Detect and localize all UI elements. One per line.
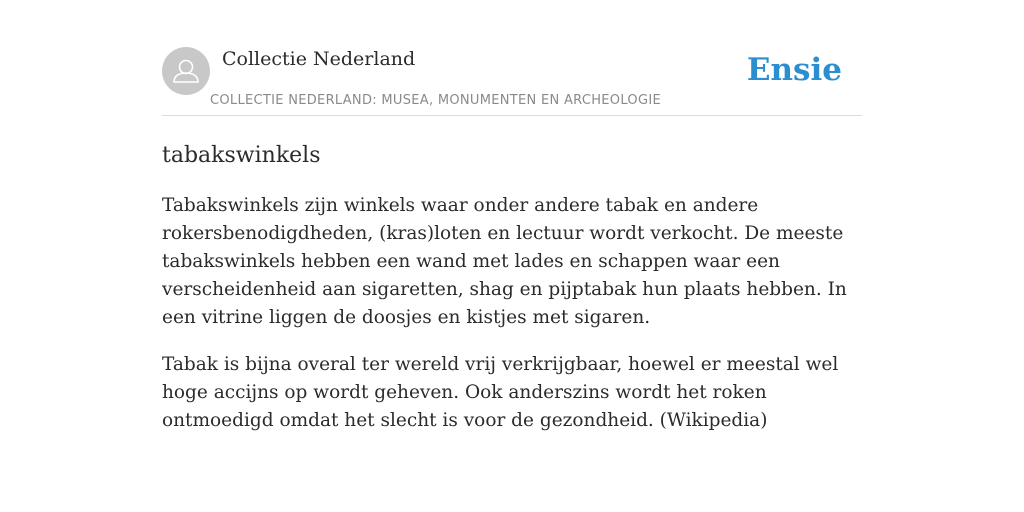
- author-header: [162, 44, 862, 116]
- article-paragraph: Tabakswinkels zijn winkels waar onder andere tabak en andere rokersbenodigdheden, (kras)loten en lectuur wordt verkocht. De meeste tabakswinkels hebben een wand met lades en schappen waar een verscheidenheid aan sigaretten, shag en pijptabak hun plaats hebben. In een vitrine liggen de doosjes en kistjes met sigaren.: [162, 195, 847, 328]
- brand-logo[interactable]: Ensie: [746, 52, 842, 88]
- article-paragraph: Tabak is bijna overal ter wereld vrij verkrijgbaar, hoewel er meestal wel hoge accijns op wordt geheven. Ook anderszins wordt het roken ontmoedigd omdat het slecht is voor de gezondheid. (Wikipedia): [162, 354, 839, 431]
- user-avatar-icon[interactable]: [162, 47, 210, 95]
- author-subtitle[interactable]: COLLECTIE NEDERLAND: MUSEA, MONUMENTEN EN ARCHEOLOGIE: [210, 93, 661, 108]
- page-container: [162, 44, 862, 435]
- author-name[interactable]: Collectie Nederland: [222, 48, 416, 70]
- page-title: tabakswinkels: [162, 143, 321, 168]
